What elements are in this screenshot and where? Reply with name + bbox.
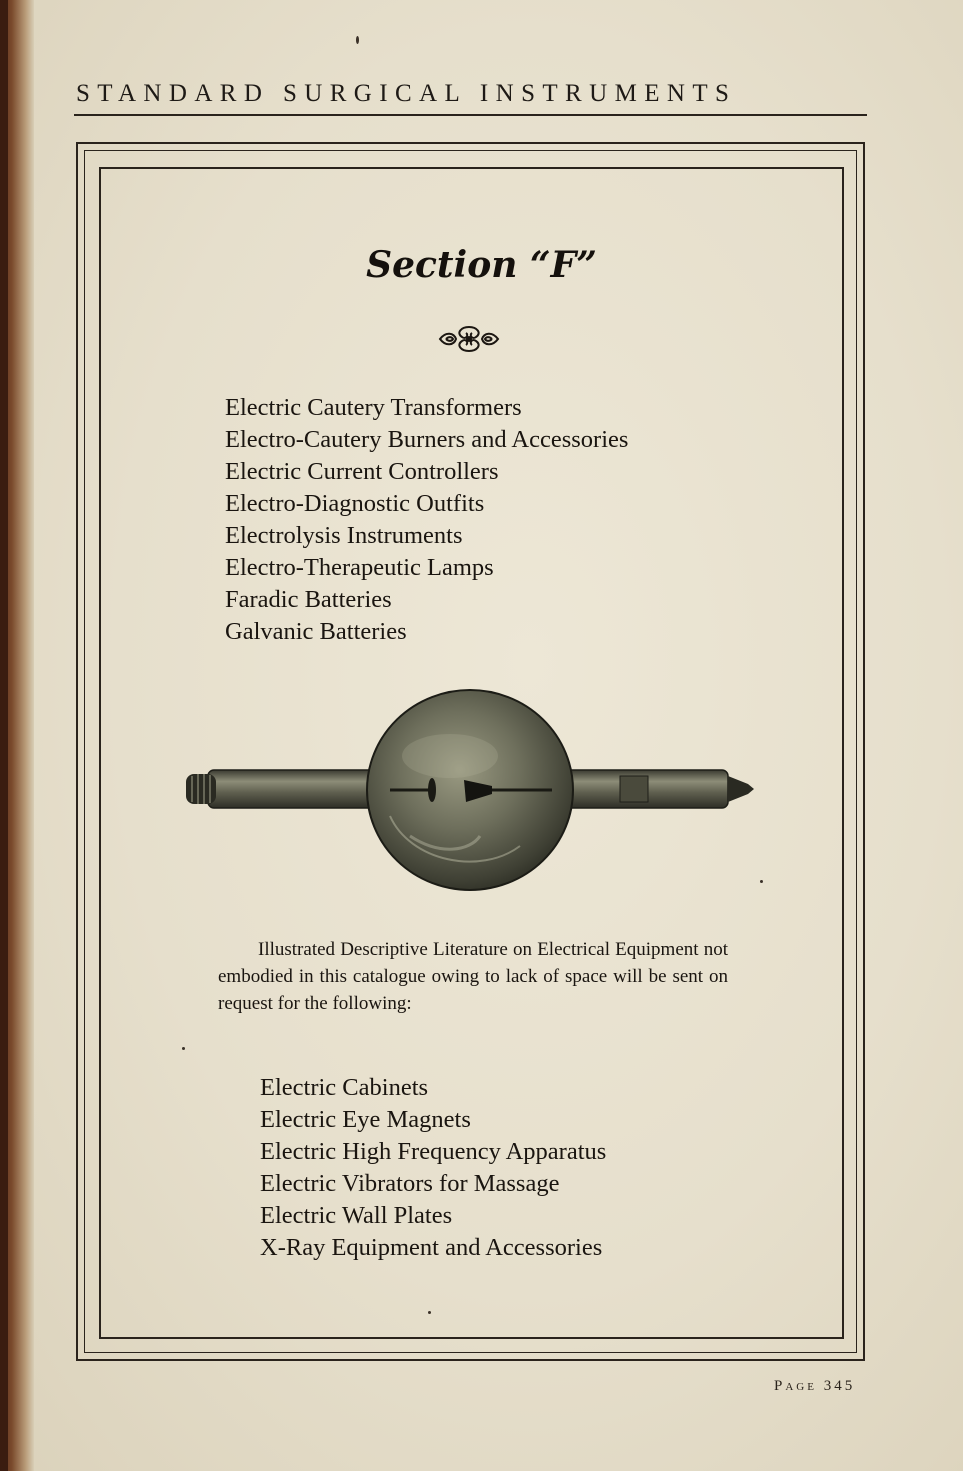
literature-note: Illustrated Descriptive Literature on Electrical Equipment not embodied in this catalogue owing to lack of space will be sent on request for the following: <box>218 939 728 1014</box>
product-item: Faradic Batteries <box>225 586 392 613</box>
product-item: Electro-Therapeutic Lamps <box>225 554 494 581</box>
paper-speck <box>760 880 763 883</box>
product-item: Electric Cautery Transformers <box>225 394 522 421</box>
literature-item: Electric Cabinets <box>260 1074 429 1101</box>
product-item: Galvanic Batteries <box>225 618 407 645</box>
literature-item: Electric Eye Magnets <box>260 1106 471 1133</box>
literature-list <box>260 1072 606 1264</box>
product-item: Electro-Diagnostic Outfits <box>225 490 485 517</box>
running-head-rule <box>74 114 867 116</box>
decorative-fleuron-icon <box>436 323 502 355</box>
literature-item: X-Ray Equipment and Accessories <box>260 1234 603 1261</box>
section-title: Section “F” <box>366 244 597 286</box>
product-item: Electrolysis Instruments <box>225 522 463 549</box>
product-item: Electric Current Controllers <box>225 458 499 485</box>
product-item: Electro-Cautery Burners and Accessories <box>225 426 629 453</box>
x-ray-tube-illustration <box>180 686 766 898</box>
product-list <box>225 392 628 648</box>
binding-edge <box>0 0 8 1471</box>
literature-item: Electric High Frequency Apparatus <box>260 1138 607 1165</box>
paper-speck <box>182 1047 185 1050</box>
literature-item: Electric Wall Plates <box>260 1202 453 1229</box>
paper-speck <box>428 1311 431 1314</box>
running-head: STANDARD SURGICAL INSTRUMENTS <box>76 80 737 107</box>
page-number: Page 345 <box>774 1378 856 1394</box>
paper-speck <box>356 36 359 44</box>
literature-item: Electric Vibrators for Massage <box>260 1170 560 1197</box>
